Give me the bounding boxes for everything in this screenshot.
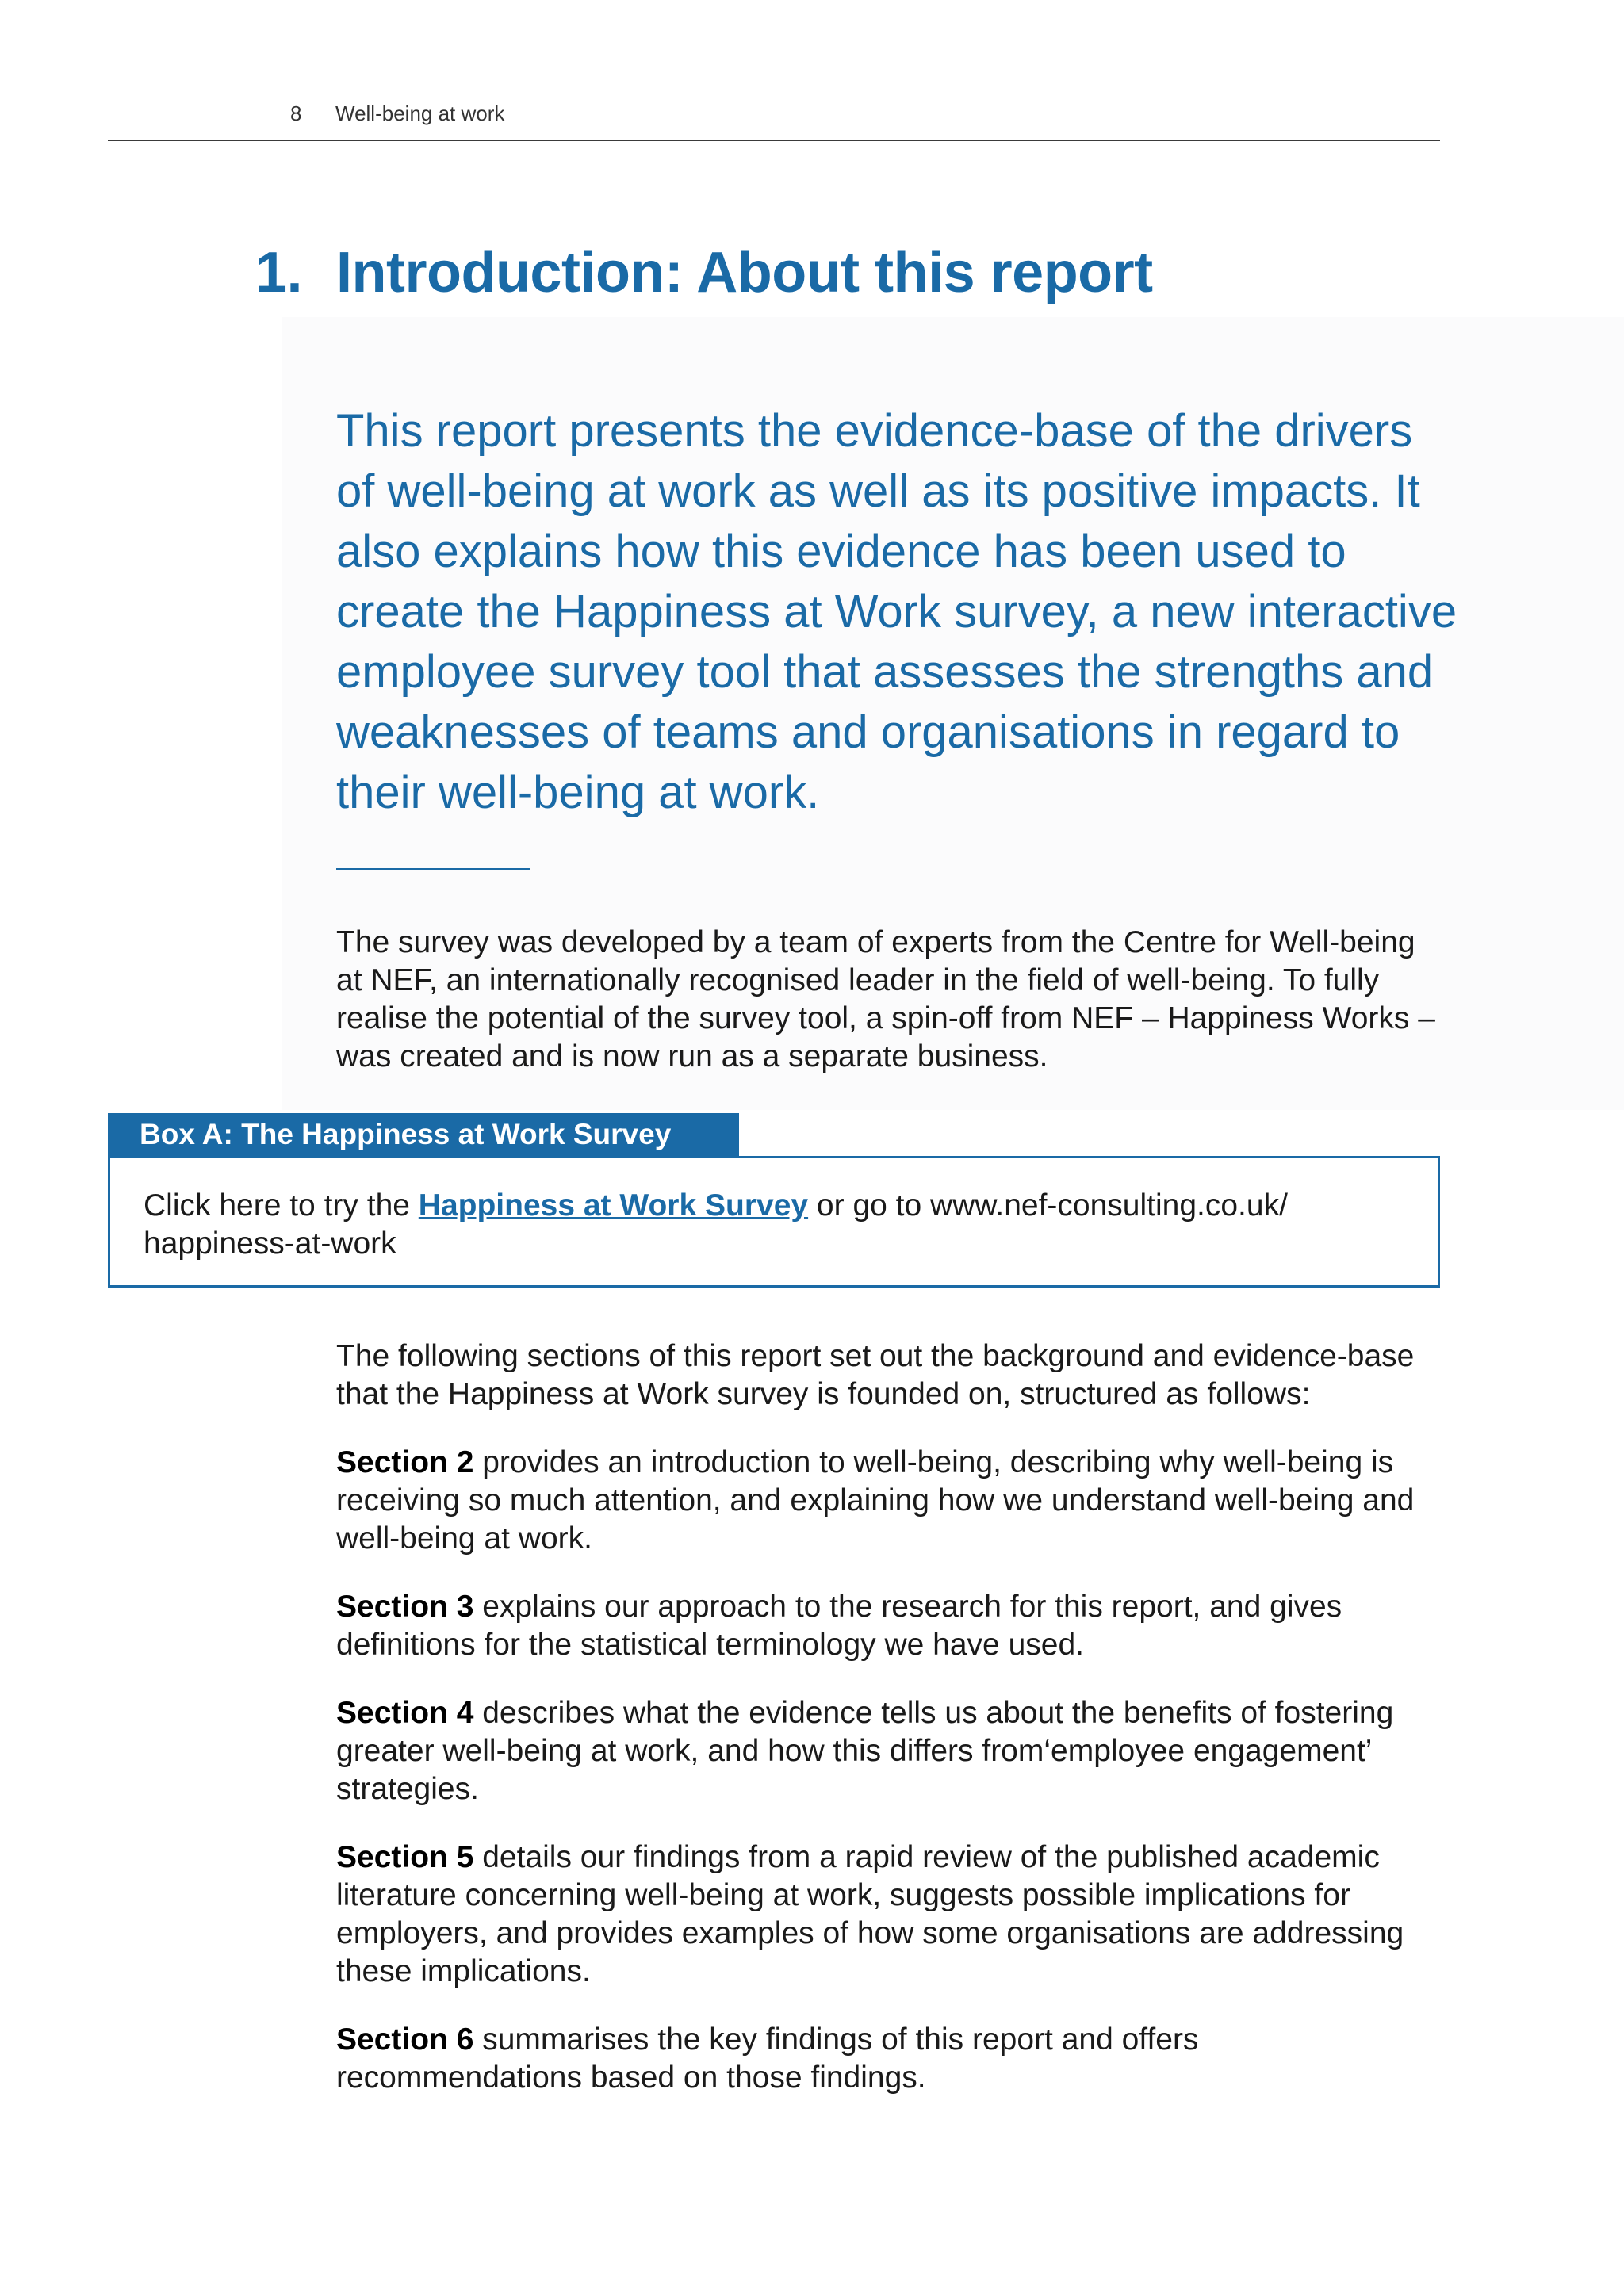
chapter-title (255, 240, 1153, 305)
page-number: 8 (290, 101, 302, 125)
header-divider (108, 140, 1440, 141)
section-label: Section 2 (336, 1445, 474, 1479)
section-description: summarises the key findings of this report and offers recommendations based on those findings. (336, 2022, 1199, 2095)
section-item (336, 1839, 1446, 1991)
section-label: Section 5 (336, 1840, 474, 1874)
section-item (336, 1588, 1446, 1664)
lede-paragraph: This report presents the evidence-base of the drivers of well-being at work as well as its positive impacts. It also explains how this evidence has been used to create the Happiness at Work survey, a new interactive employee survey tool that assesses the strengths and weaknesses of teams and organisations in regard to their well-being at work. (336, 405, 1457, 818)
box-a-text-after: or go to www.nef-consulting.co.uk/ happiness-at-work (144, 1188, 1288, 1261)
running-title: Well-being at work (335, 101, 505, 125)
intro-paragraph: The survey was developed by a team of experts from the Centre for Well-being at NEF, an internationally recognised leader in the field of well-being. To fully realise the potential of the survey tool, a spin-off from NEF – Happiness Works – was created and is now run as a separate business. (336, 925, 1435, 1073)
sections-list (336, 1337, 1446, 2127)
following-paragraph: The following sections of this report set out the background and evidence-base that the Happiness at Work survey is founded on, structured as follows: (336, 1339, 1415, 1411)
section-label: Section 4 (336, 1696, 474, 1730)
section-item (336, 1444, 1446, 1558)
chapter-title-text: Introduction: About this report (336, 241, 1153, 304)
section-description: describes what the evidence tells us about the benefits of fostering greater well-being at work, and how this differs from‘employee engagement’ strategies. (336, 1696, 1394, 1806)
section-label: Section 6 (336, 2022, 474, 2057)
chapter-number: 1. (255, 241, 303, 304)
running-header (0, 101, 1624, 133)
box-a-title: Box A: The Happiness at Work Survey (108, 1113, 739, 1156)
section-description: details our findings from a rapid review of the published academic literature concerning well-being at work, suggests possible implications for employers, and provides examples of how some organisations are addressing these implications. (336, 1840, 1404, 1988)
section-description: explains our approach to the research for this report, and gives definitions for the statistical terminology we have used. (336, 1590, 1342, 1662)
lede-divider (336, 868, 530, 870)
section-label: Section 3 (336, 1590, 474, 1624)
box-a-text-before: Click here to try the (144, 1188, 419, 1223)
section-description: provides an introduction to well-being, describing why well-being is receiving so much attention, and explaining how we understand well-being and well-being at work. (336, 1445, 1415, 1556)
happiness-survey-link[interactable]: Happiness at Work Survey (418, 1188, 809, 1223)
section-item (336, 1694, 1446, 1808)
box-a-text (144, 1187, 1381, 1263)
box-a (108, 1156, 1440, 1288)
section-item (336, 2021, 1446, 2097)
